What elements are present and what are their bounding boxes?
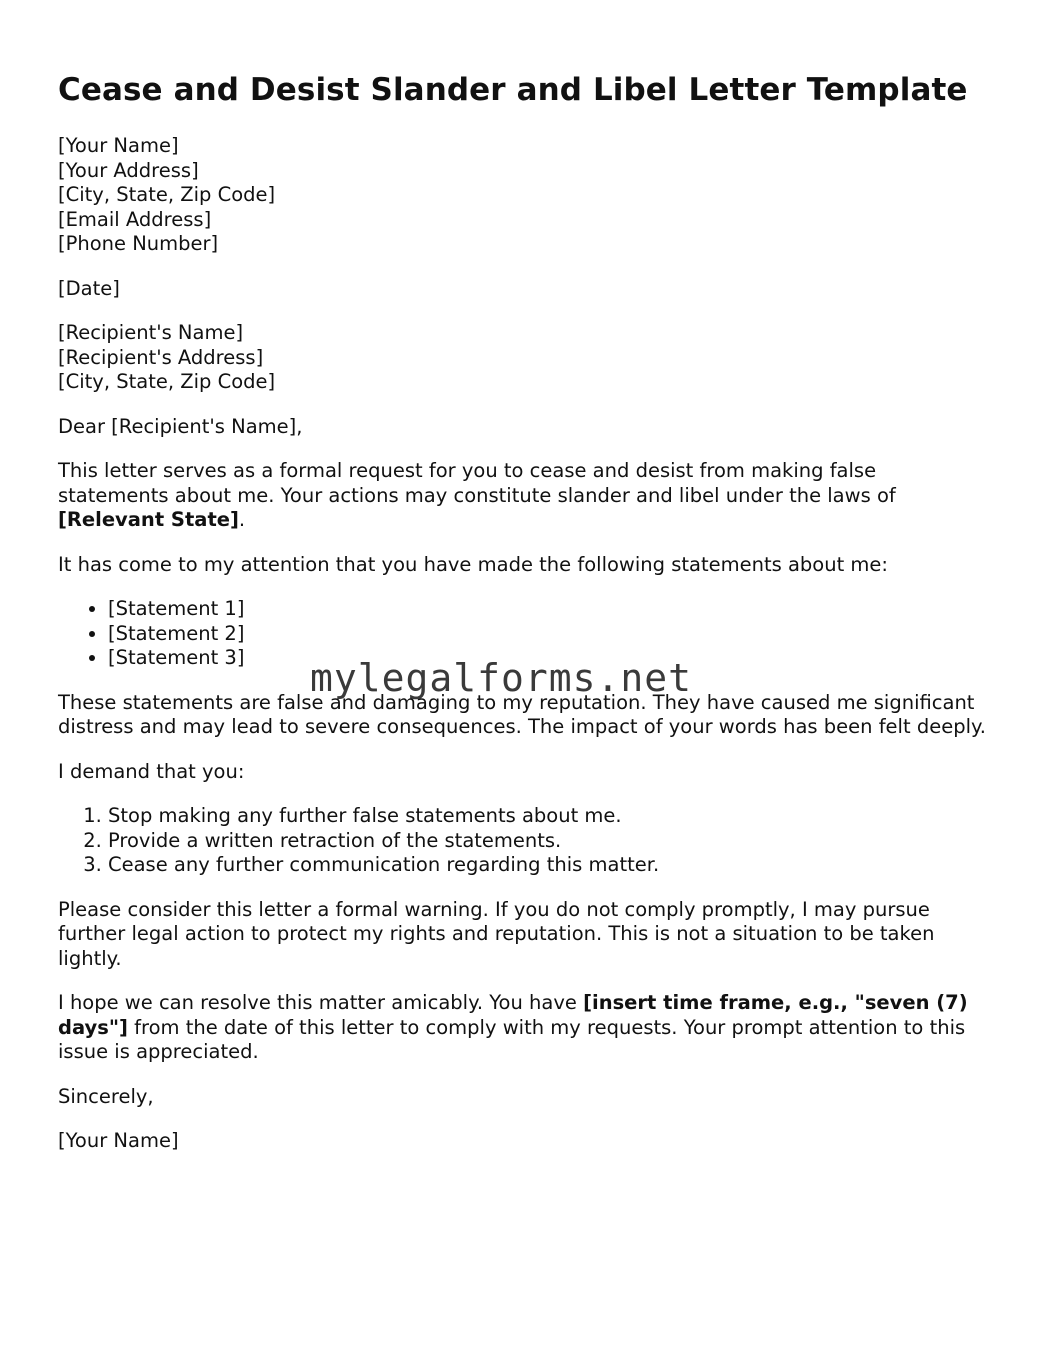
closing: Sincerely,	[58, 1084, 154, 1108]
sender-phone: [Phone Number]	[58, 232, 219, 255]
signature: [Your Name]	[58, 1129, 179, 1152]
paragraph-timeframe	[58, 991, 988, 1065]
paragraph-intro-text: This letter serves as a formal request for you to cease and desist from making false statements about me. Your actions may constitute slander and libel under the laws of	[58, 459, 896, 507]
letter-date: [Date]	[58, 276, 120, 300]
paragraph-damage: These statements are false and damaging to my reputation. They have caused me significant distress and may lead to severe consequences. The impact of your words has been felt deeply.	[58, 690, 986, 738]
time-frame-placeholder: [insert time frame, e.g., "seven (7) days"]	[58, 991, 968, 1039]
sender-block	[58, 134, 988, 257]
relevant-state-placeholder: [Relevant State]	[58, 508, 239, 531]
paragraph-warning: Please consider this letter a formal warning. If you do not comply promptly, I may pursue further legal action to protect my rights and reputation. This is not a situation to be taken lightly.	[58, 897, 935, 970]
list-item: 2. Provide a written retraction of the statements.	[108, 829, 988, 854]
recipient-block	[58, 321, 988, 395]
salutation: Dear [Recipient's Name],	[58, 414, 303, 438]
paragraph-intro-end: .	[238, 508, 246, 531]
list-item: • [Statement 2]	[108, 622, 988, 647]
recipient-city-state-zip: [City, State, Zip Code]	[58, 370, 276, 393]
recipient-address: [Recipient's Address]	[58, 345, 264, 369]
statements-list	[58, 597, 988, 671]
demands-list	[58, 804, 988, 878]
sender-city-state-zip: [City, State, Zip Code]	[58, 183, 276, 206]
page-title: Cease and Desist Slander and Libel Letter Template	[58, 72, 968, 108]
paragraph-intro	[58, 459, 988, 533]
list-item: • [Statement 1]	[108, 597, 988, 622]
sender-email: [Email Address]	[58, 207, 212, 231]
list-item: 3. Cease any further communication regarding this matter.	[108, 853, 988, 878]
paragraph-timeframe-end: from the date of this letter to comply with my requests. Your prompt attention to this issue is appreciated.	[58, 1015, 966, 1063]
list-item: • [Statement 3]	[108, 646, 988, 671]
paragraph-timeframe-start: I hope we can resolve this matter amicably. You have	[58, 991, 584, 1014]
watermark: mylegalforms.net	[310, 656, 693, 700]
sender-name: [Your Name]	[58, 134, 179, 157]
sender-address: [Your Address]	[58, 158, 199, 182]
paragraph-demand-intro: I demand that you:	[58, 759, 245, 783]
recipient-name: [Recipient's Name]	[58, 321, 244, 344]
letter-page	[58, 70, 988, 1174]
paragraph-statements-intro: It has come to my attention that you have made the following statements about me:	[58, 552, 888, 576]
list-item: 1. Stop making any further false statements about me.	[108, 804, 988, 829]
